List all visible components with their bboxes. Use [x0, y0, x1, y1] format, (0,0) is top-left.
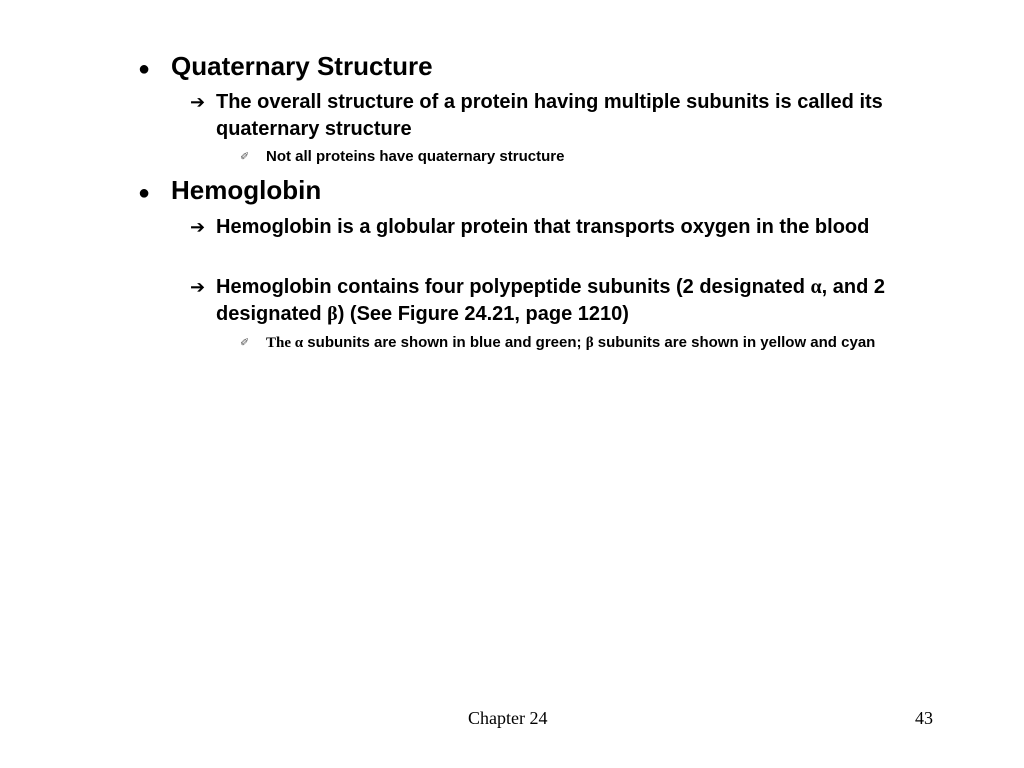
- round-bullet-icon: ●: [138, 182, 151, 204]
- quaternary-note-text: Not all proteins have quaternary structure: [266, 148, 565, 165]
- hemoglobin-subunits-text: [216, 274, 928, 328]
- heading-quaternary-structure: Quaternary Structure: [171, 51, 433, 81]
- quaternary-definition-text: The overall structure of a protein having multiple subunits is called its quaternary structure: [216, 91, 883, 140]
- sub-bullet-item: [190, 274, 928, 328]
- round-bullet-icon: ●: [138, 58, 151, 80]
- pencil-bullet-icon: ✐: [240, 337, 250, 349]
- pencil-bullet-icon: ✐: [240, 151, 250, 163]
- text-segment: Hemoglobin contains four polypeptide subunits (2 designated: [216, 276, 811, 298]
- arrow-bullet-icon: ➔: [190, 277, 206, 297]
- arrow-bullet-icon: ➔: [190, 92, 206, 112]
- footer-page-number: 43: [915, 708, 933, 728]
- text-segment: subunits are shown in blue and green;: [303, 334, 586, 351]
- alpha-symbol: α: [810, 276, 822, 298]
- heading-hemoglobin: Hemoglobin: [171, 175, 322, 205]
- sub-bullet-item: [190, 89, 928, 143]
- sub-sub-bullet-item: [240, 333, 926, 353]
- text-segment: ) (See Figure 24.21, page 1210): [337, 303, 629, 325]
- bullet-item-quaternary-structure: [138, 52, 433, 81]
- hemoglobin-definition-text: Hemoglobin is a globular protein that transports oxygen in the blood: [216, 216, 870, 238]
- alpha-symbol: α: [294, 335, 304, 351]
- text-segment: , and 2 designated: [216, 276, 886, 325]
- beta-symbol: β: [327, 303, 338, 325]
- sub-bullet-item: [190, 214, 928, 241]
- subunit-colors-text: [266, 333, 926, 353]
- footer-chapter: Chapter 24: [468, 708, 548, 728]
- beta-symbol: β: [585, 335, 594, 351]
- bullet-item-hemoglobin: [138, 176, 321, 205]
- text-segment: The: [266, 335, 295, 351]
- text-segment: subunits are shown in yellow and cyan: [593, 334, 876, 351]
- sub-sub-bullet-item: [240, 147, 926, 167]
- arrow-bullet-icon: ➔: [190, 217, 206, 237]
